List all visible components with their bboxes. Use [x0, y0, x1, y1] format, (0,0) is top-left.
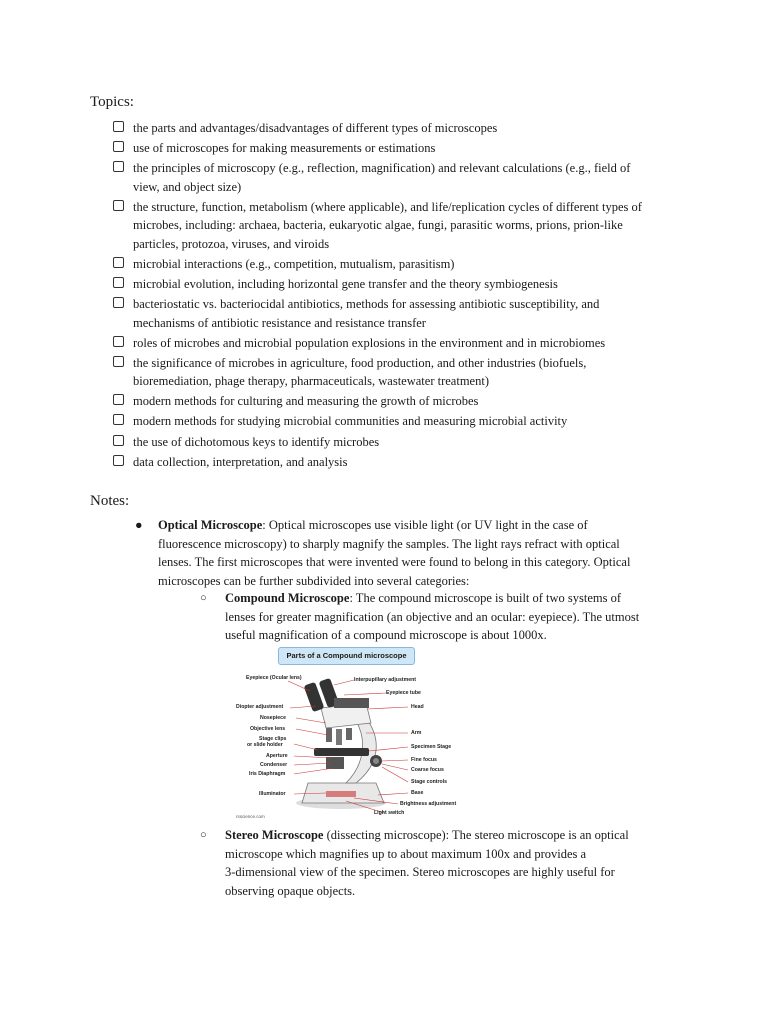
sub-bullet-icon: ○ — [200, 592, 207, 604]
label-aperture: Aperture — [266, 753, 288, 759]
label-iris-diaphragm: Iris Diaphragm — [249, 771, 286, 777]
topic-item — [113, 354, 693, 391]
topic-item — [113, 453, 693, 472]
topic-checkbox[interactable] — [113, 297, 124, 308]
topic-checklist — [113, 119, 693, 473]
topic-checkbox[interactable] — [113, 336, 124, 347]
label-arm: Arm — [411, 730, 422, 736]
topic-text: data collection, interpretation, and analysis — [133, 454, 348, 469]
label-coarse-focus: Coarse focus — [411, 767, 444, 773]
label-stage-clips: Stage clips — [259, 736, 287, 742]
topic-item — [113, 159, 693, 196]
topic-checkbox[interactable] — [113, 161, 124, 172]
label-stage-controls: Stage controls — [411, 779, 448, 785]
topic-item — [113, 198, 693, 254]
topic-text: modern methods for studying microbial communities and measuring microbial activity — [133, 414, 568, 429]
topic-text: roles of microbes and microbial population explosions in the environment and in microbiomes — [133, 335, 606, 350]
topic-item — [113, 334, 693, 353]
topic-text: the use of dichotomous keys to identify microbes — [133, 434, 380, 449]
diagram-title: Parts of a Compound microscope — [278, 647, 415, 665]
topic-checkbox[interactable] — [113, 277, 124, 288]
label-slide-holder: or slide holder — [247, 742, 283, 748]
topic-checkbox[interactable] — [113, 356, 124, 367]
label-diopter-adjustment: Diopter adjustment — [236, 704, 284, 710]
bullet-icon: ● — [135, 518, 143, 532]
compound-microscope-text: Compound Microscope: The compound microscope is built of two systems of lenses for greater magnification (an objective and an ocular: eyepiece). The utmost useful magnification of a compound microscope is about 1000x. — [225, 591, 640, 642]
label-interpupillary-adjustment: Interpupillary adjustment — [354, 677, 416, 683]
topic-text: bacteriostatic vs. bacteriocidal antibiotics, methods for assessing antibiotic susceptibility, and mechanisms of antibiotic resistance and resistance transfer — [133, 297, 600, 330]
topic-checkbox[interactable] — [113, 257, 124, 268]
compound-microscope-diagram — [226, 643, 466, 823]
label-nosepiece: Nosepiece — [260, 715, 286, 721]
label-head: Head — [411, 704, 424, 710]
label-illuminator: Illuminator — [259, 791, 286, 797]
notes-heading: Notes: — [90, 493, 130, 509]
topic-text: modern methods for culturing and measuring the growth of microbes — [133, 394, 479, 409]
topic-checkbox[interactable] — [113, 435, 124, 446]
topic-item — [113, 412, 693, 431]
diagram-credit: rsscience.com — [236, 814, 265, 819]
topics-heading: Topics: — [90, 94, 134, 110]
topic-item — [113, 295, 693, 332]
topic-checkbox[interactable] — [113, 394, 124, 405]
label-specimen-stage: Specimen Stage — [411, 744, 452, 750]
topic-checkbox[interactable] — [113, 200, 124, 211]
topic-item — [113, 255, 693, 274]
topic-text: microbial evolution, including horizontal gene transfer and the theory symbiogenesis — [133, 276, 558, 291]
topic-text: the principles of microscopy (e.g., reflection, magnification) and relevant calculations (e.g., field of view, and object size) — [133, 161, 631, 194]
label-brightness-adjustment: Brightness adjustment — [400, 801, 457, 807]
compound-microscope-term: Compound Microscope — [225, 591, 350, 605]
topic-text: the significance of microbes in agriculture, food production, and other industries (biofuels, bioremediation, phage therapy, pharmaceuticals, wastewater treatment) — [133, 355, 587, 389]
topic-checkbox[interactable] — [113, 141, 124, 152]
optical-microscope-text: Optical Microscope: Optical microscopes use visible light (or UV light in the case of fluorescence microscopy) to sharply magnify the samples. The light rays refract with optical lenses. The first microscopes that were invented were found to belong in this category. Optical microscopes can be further subdivided into several categories: — [158, 518, 631, 588]
label-light-switch: Light switch — [374, 810, 405, 816]
sub-bullet-icon: ○ — [200, 829, 207, 841]
label-base: Base — [411, 790, 424, 796]
topic-item — [113, 139, 693, 158]
stereo-microscope-term: Stereo Microscope — [225, 828, 324, 842]
topic-checkbox[interactable] — [113, 414, 124, 425]
topic-text: the parts and advantages/disadvantages of different types of microscopes — [133, 121, 498, 135]
topic-item — [113, 275, 693, 294]
topic-item — [113, 119, 693, 138]
label-condenser: Condenser — [260, 762, 288, 768]
stereo-microscope-text: Stereo Microscope (dissecting microscope): The stereo microscope is an optical microscope which magnifies up to about maximum 100x and provides a 3-dimensional view of the specimen. Stereo microscopes are highly useful for observing opaque objects. — [225, 828, 629, 898]
label-eyepiece: Eyepiece (Ocular lens) — [246, 675, 302, 681]
label-fine-focus: Fine focus — [411, 757, 437, 763]
topic-text: microbial interactions (e.g., competition, mutualism, parasitism) — [133, 256, 455, 271]
label-eyepiece-tube: Eyepiece tube — [386, 690, 421, 696]
topic-text: the structure, function, metabolism (where applicable), and life/replication cycles of different types of microbes, including: archaea, bacteria, eukaryotic algae, fungi, parasitic worms, prions, prion-like particles, protozoa, viruses, and viroids — [133, 199, 642, 251]
topic-text: use of microscopes for making measurements or estimations — [133, 141, 436, 156]
topic-checkbox[interactable] — [113, 455, 124, 466]
optical-microscope-term: Optical Microscope — [158, 518, 263, 532]
topic-item — [113, 433, 693, 452]
topic-checkbox[interactable] — [113, 121, 124, 132]
topic-item — [113, 392, 693, 411]
label-objective-lens: Objective lens — [250, 726, 286, 732]
